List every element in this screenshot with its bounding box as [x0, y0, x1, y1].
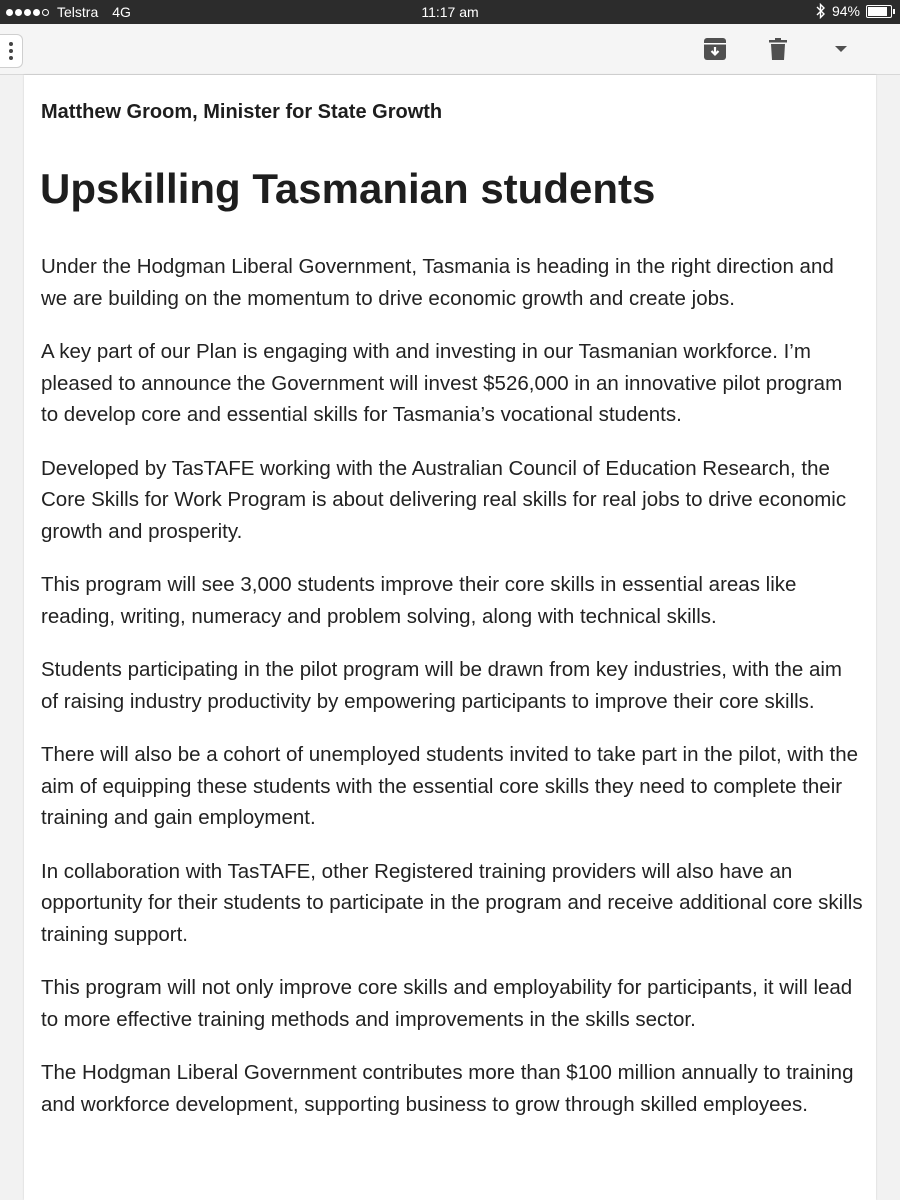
battery-percent: 94%	[831, 3, 860, 19]
message-headline: Upskilling Tasmanian students	[40, 165, 656, 212]
body-paragraph: Under the Hodgman Liberal Government, Tasmania is heading in the right direction and we are building on the momentum to drive economic growth and create jobs.	[41, 255, 834, 310]
body-paragraph: This program will see 3,000 students improve their core skills in essential areas like reading, writing, numeracy and problem solving, along with technical skills.	[41, 573, 797, 628]
message-card	[24, 75, 876, 1200]
body-paragraph: Students participating in the pilot program will be drawn from key industries, with the aim of raising industry productivity by empowering participants to improve their core skills.	[41, 658, 843, 713]
archive-icon[interactable]	[702, 36, 728, 62]
body-paragraph: Developed by TasTAFE working with the Australian Council of Education Research, the Core Skills for Work Program is about delivering real skills for real jobs to drive economic growth and prosperity.	[41, 456, 847, 543]
more-icon[interactable]	[828, 36, 854, 62]
body-paragraph: The Hodgman Liberal Government contributes more than $100 million annually to training and workforce development, supporting business to grow through skilled employees.	[41, 1061, 854, 1116]
status-bar	[0, 0, 900, 24]
body-paragraph: This program will not only improve core skills and employability for participants, it will lead to more effective training methods and improvements in the skills sector.	[41, 976, 853, 1031]
delete-icon[interactable]	[765, 36, 791, 62]
body-paragraph: There will also be a cohort of unemployed students invited to take part in the pilot, with the aim of equipping these students with the essential core skills they need to complete their training and gain employment.	[41, 743, 859, 829]
message-byline: Matthew Groom, Minister for State Growth	[41, 101, 443, 123]
carrier-name: Telstra	[57, 4, 99, 20]
bluetooth-icon	[816, 3, 826, 19]
clock: 11:17 am	[421, 4, 479, 20]
body-paragraph: A key part of our Plan is engaging with and investing in our Tasmanian workforce. I’m pleased to announce the Government will invest $526,000 in an innovative pilot program to develop core and essential skills for Tasmania’s vocational students.	[41, 340, 843, 426]
message-body	[41, 251, 863, 1142]
battery-icon	[866, 5, 892, 18]
mail-toolbar	[0, 24, 900, 75]
body-paragraph: In collaboration with TasTAFE, other Registered training providers will also have an opportunity for their students to participate in the program and receive additional core skills training support.	[41, 859, 863, 946]
network-type: 4G	[112, 4, 131, 20]
menu-icon[interactable]	[0, 34, 23, 68]
